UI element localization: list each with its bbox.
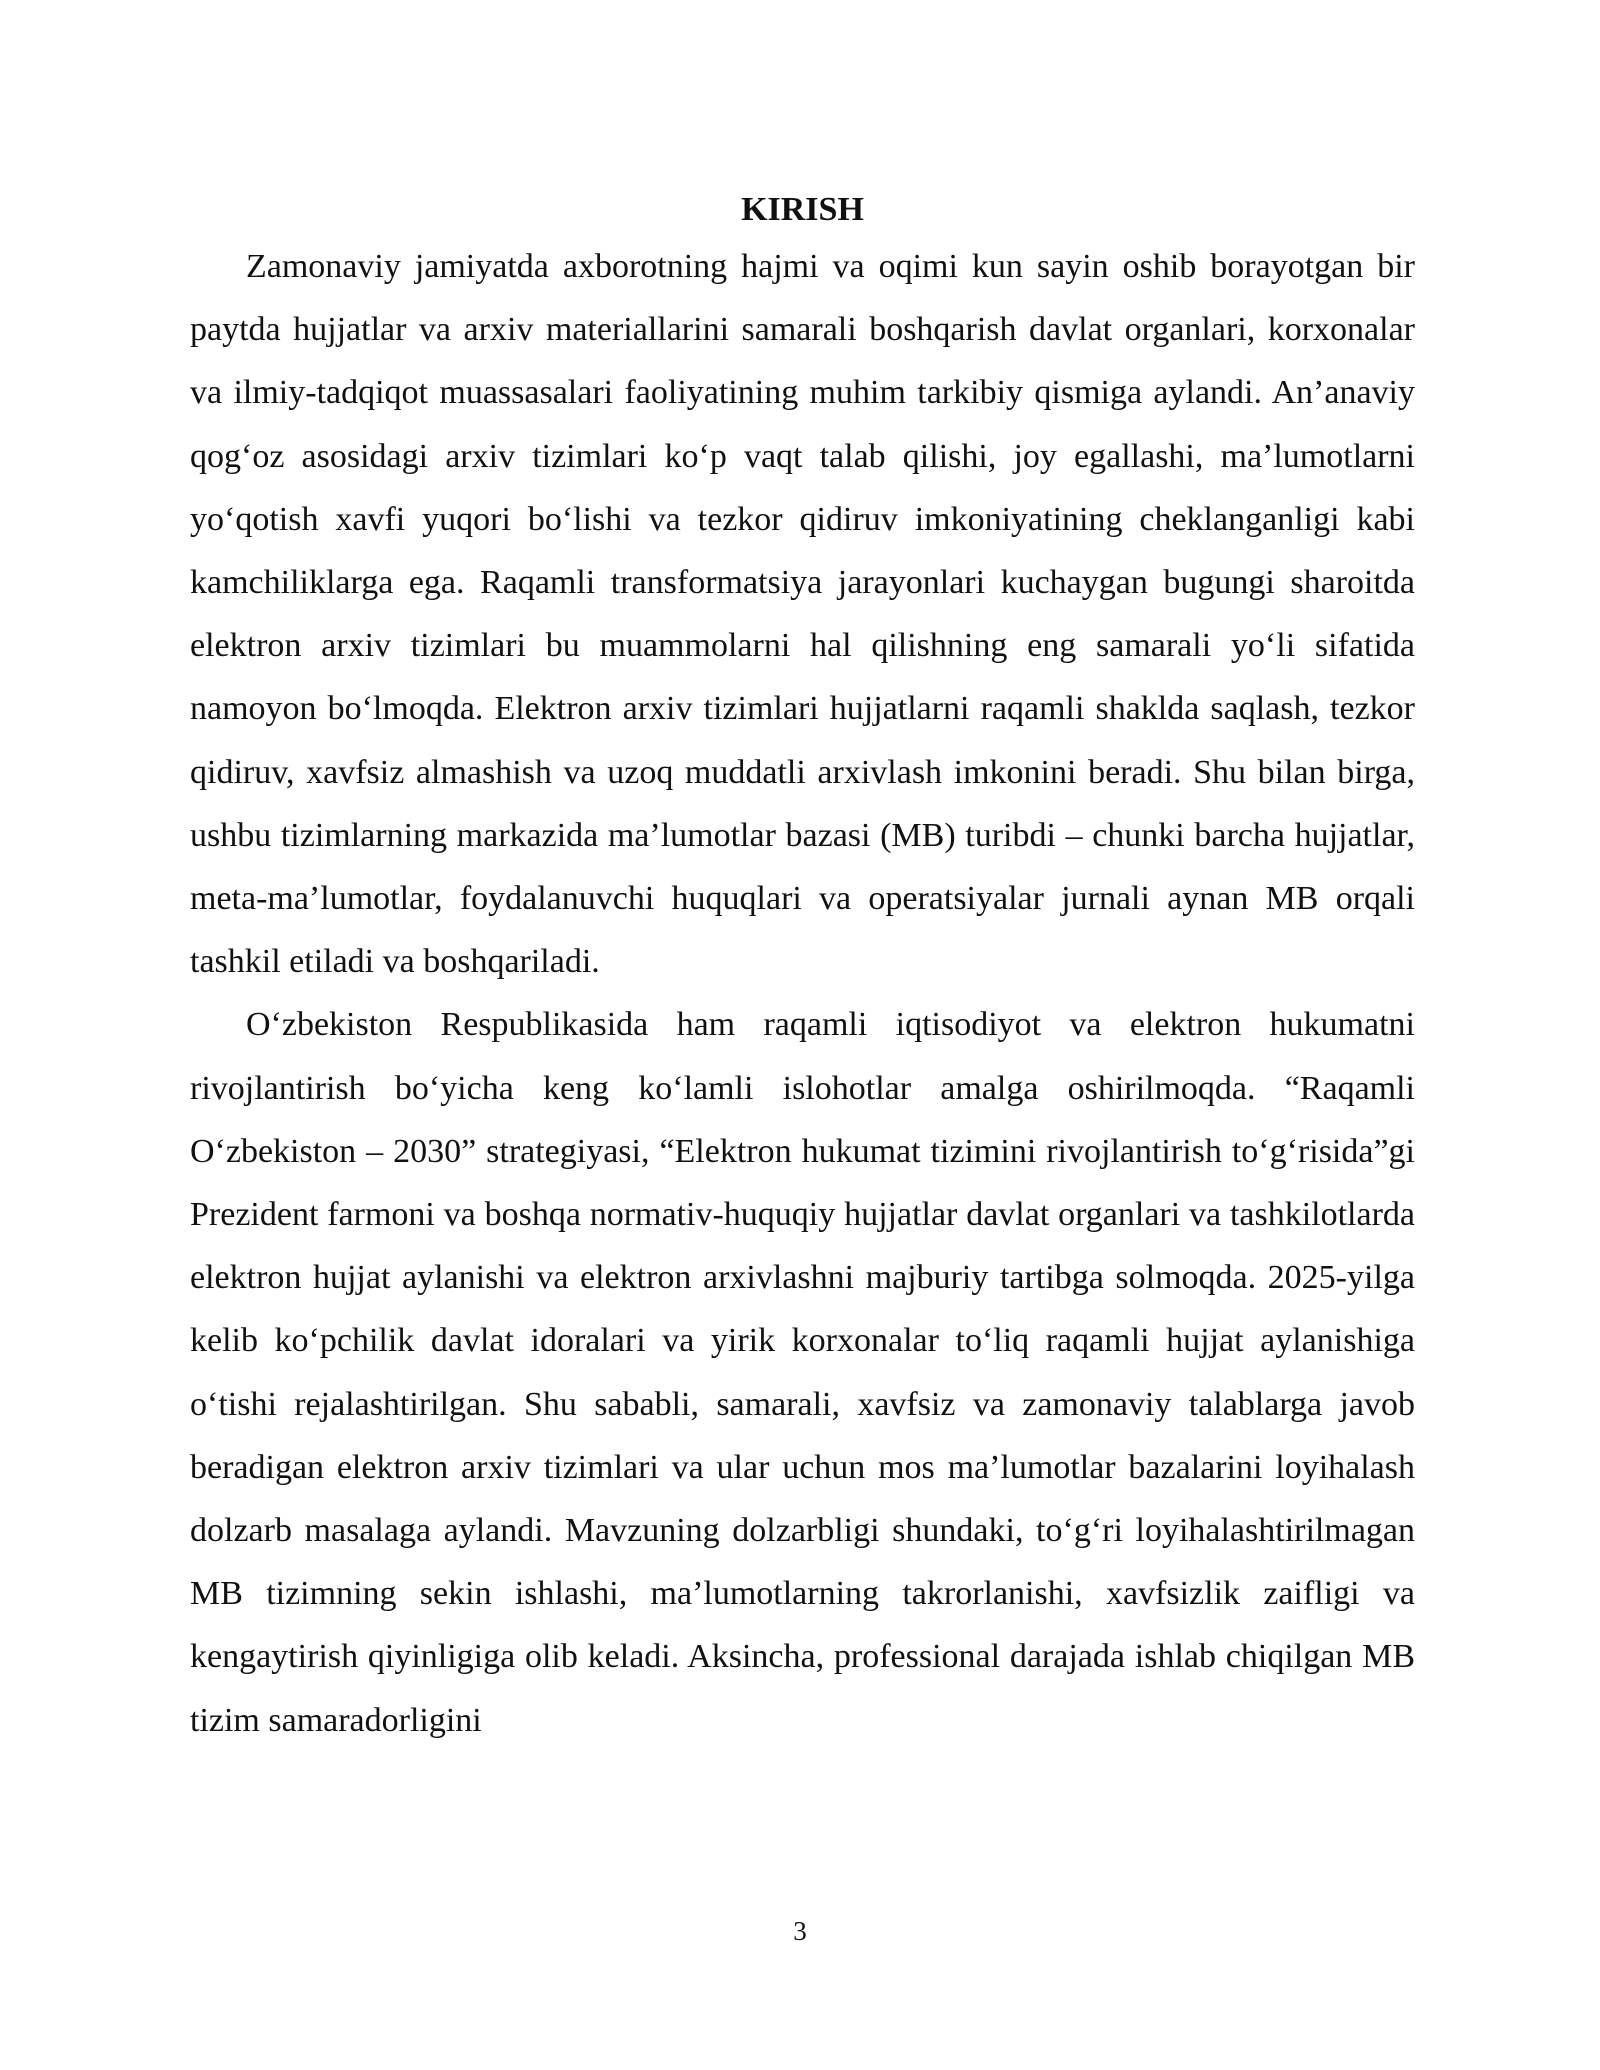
paragraph-1: Zamonaviy jamiyatda axborotning hajmi va oqimi kun sayin oshib borayotgan bir paytda hujjatlar va arxiv materiallarini samarali boshqarish davlat organlari, korxonalar va ilmiy-tadqiqot muassasalari faoliyatining muhim tarkibiy qismiga aylandi. An’anaviy qog‘oz asosidagi arxiv tizimlari ko‘p vaqt talab qilishi, joy egallashi, ma’lumotlarni yo‘qotish xavfi yuqori bo‘lishi va tezkor qidiruv imkoniyatining cheklanganligi kabi kamchiliklarga ega. Raqamli transformatsiya jarayonlari kuchaygan bugungi sharoitda elektron arxiv tizimlari bu muammolarni hal qilishning eng samarali yo‘li sifatida namoyon bo‘lmoqda. Elektron arxiv tizimlari hujjatlarni raqamli shaklda saqlash, tezkor qidiruv, xavfsiz almashish va uzoq muddatli arxivlash imkonini beradi. Shu bilan birga, ushbu tizimlarning markazida ma’lumotlar bazasi (MB) turibdi – chunki barcha hujjatlar, meta-ma’lumotlar, foydalanuvchi huquqlari va operatsiyalar jurnali aynan MB orqali tashkil etiladi va boshqariladi. bbox=[190, 248, 1415, 981]
page-content bbox=[190, 185, 1415, 1752]
section-heading: KIRISH bbox=[741, 191, 864, 228]
page-number: 3 bbox=[793, 1916, 807, 1946]
paragraph-2: O‘zbekiston Respublikasida ham raqamli iqtisodiyot va elektron hukumatni rivojlantirish bo‘yicha keng ko‘lamli islohotlar amalga oshirilmoqda. “Raqamli O‘zbekiston – 2030” strategiyasi, “Elektron hukumat tizimini rivojlantirish to‘g‘risida”gi Prezident farmoni va boshqa normativ-huquqiy hujjatlar davlat organlari va tashkilotlarda elektron hujjat aylanishi va elektron arxivlashni majburiy tartibga solmoqda. 2025-yilga kelib ko‘pchilik davlat idoralari va yirik korxonalar to‘liq raqamli hujjat aylanishiga o‘tishi rejalashtirilgan. Shu sababli, samarali, xavfsiz va zamonaviy talablarga javob beradigan elektron arxiv tizimlari va ular uchun mos ma’lumotlar bazalarini loyihalash dolzarb masalaga aylandi. Mavzuning dolzarbligi shundaki, to‘g‘ri loyihalashtirilmagan MB tizimning sekin ishlashi, ma’lumotlarning takrorlanishi, xavfsizlik zaifligi va kengaytirish qiyinligiga olib keladi. Aksincha, professional darajada ishlab chiqilgan MB tizim samaradorligini bbox=[190, 1006, 1415, 1739]
